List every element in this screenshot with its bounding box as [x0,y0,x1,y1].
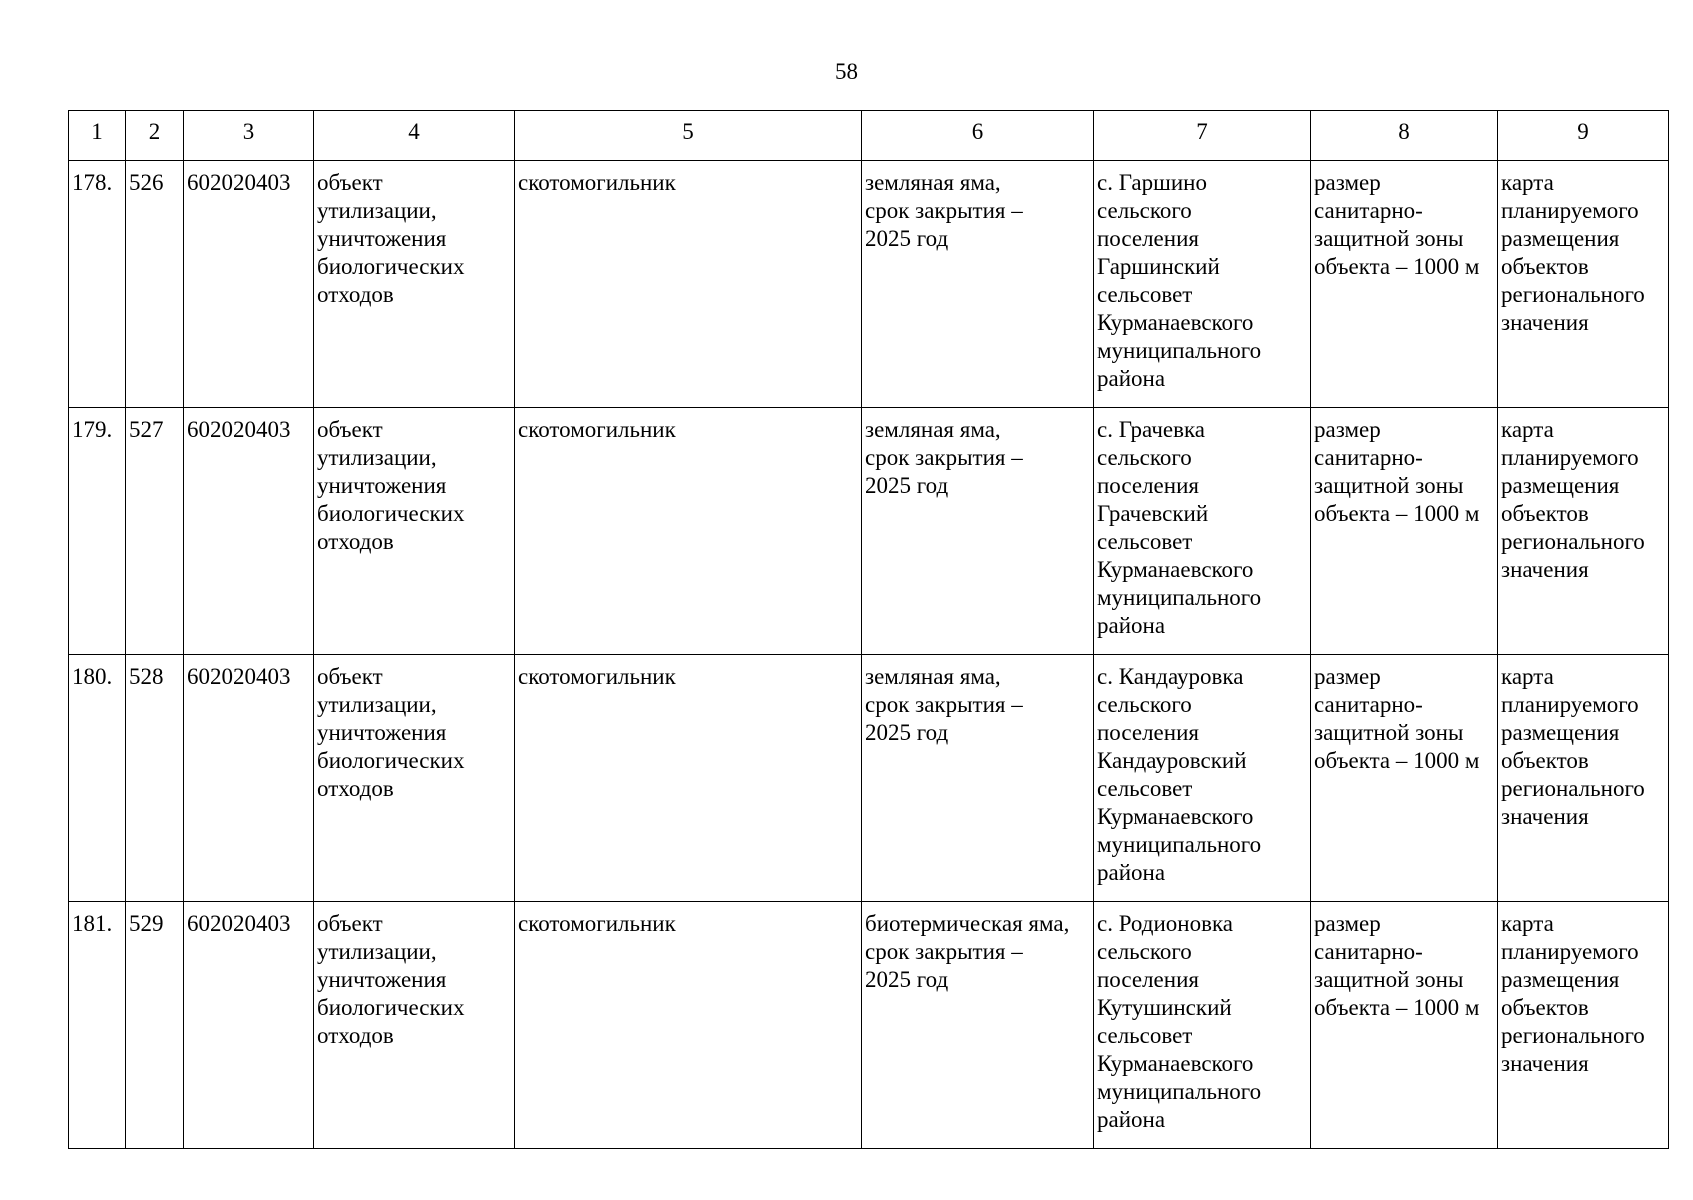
map-reference-cell [1498,408,1669,655]
object-type-cell [314,655,515,902]
cell-line: 2025 год [865,720,949,745]
cell-line: защитной зоны [1314,226,1464,251]
cell-line: планируемого [1501,939,1639,964]
map-reference-cell [1498,161,1669,408]
cell-line: сельсовет [1097,1023,1193,1048]
cell-line: поселения [1097,967,1199,992]
cell-line: Гаршинский [1097,254,1220,279]
location-cell [1094,655,1311,902]
table-row [69,902,1669,1149]
cell-line: Курманаевского [1097,1051,1254,1076]
cell-line: сельского [1097,939,1192,964]
table-row [69,655,1669,902]
cell-line: защитной зоны [1314,720,1464,745]
column-header: 7 [1094,111,1311,161]
cell-line: срок закрытия – [865,692,1023,717]
cell-line: значения [1501,557,1589,582]
cell-line: земляная яма, [865,417,1001,442]
table-row [69,408,1669,655]
cell-line: уничтожения [317,967,447,992]
object-code-cell: 602020403 [184,655,314,902]
cell-line: утилизации, [317,198,437,223]
row-number-cell: 180. [69,655,126,902]
column-header: 9 [1498,111,1669,161]
cell-line: карта [1501,417,1554,442]
cell-line: муниципального [1097,585,1262,610]
cell-line: 2025 год [865,226,949,251]
cell-line: объекта – 1000 м [1314,254,1480,279]
row-number-cell: 178. [69,161,126,408]
cell-line: размер [1314,417,1381,442]
cell-line: планируемого [1501,445,1639,470]
object-code-cell: 602020403 [184,902,314,1149]
cell-line: земляная яма, [865,664,1001,689]
cell-line: биологических [317,254,465,279]
cell-line: Курманаевского [1097,804,1254,829]
column-header: 8 [1311,111,1498,161]
cell-line: сельского [1097,692,1192,717]
column-header: 1 [69,111,126,161]
zone-cell [1311,902,1498,1149]
cell-line: объекта – 1000 м [1314,748,1480,773]
column-header: 5 [515,111,862,161]
cell-line: объекта – 1000 м [1314,501,1480,526]
cell-line: карта [1501,911,1554,936]
cell-line: Кутушинский [1097,995,1232,1020]
object-name-cell [515,161,862,408]
cell-line: поселения [1097,473,1199,498]
table-body [69,161,1669,1149]
cell-line: карта [1501,170,1554,195]
cell-line: санитарно- [1314,939,1423,964]
cell-line: объект [317,170,383,195]
object-type-cell [314,161,515,408]
column-header: 4 [314,111,515,161]
cell-line: срок закрытия – [865,939,1023,964]
cell-line: поселения [1097,226,1199,251]
cell-line: карта [1501,664,1554,689]
cell-line: сельского [1097,198,1192,223]
cell-line: значения [1501,804,1589,829]
cell-line: муниципального [1097,1079,1262,1104]
cell-line: уничтожения [317,720,447,745]
cell-line: отходов [317,1023,394,1048]
location-cell [1094,902,1311,1149]
cell-line: отходов [317,529,394,554]
cell-line: регионального [1501,776,1645,801]
characteristics-cell [862,408,1094,655]
column-header: 6 [862,111,1094,161]
cell-line: сельского [1097,445,1192,470]
cell-line: срок закрытия – [865,198,1023,223]
cell-line: скотомогильник [518,664,676,689]
location-cell [1094,408,1311,655]
cell-line: с. Родионовка [1097,911,1233,936]
object-name-cell [515,655,862,902]
row-id-cell: 527 [126,408,184,655]
cell-line: объектов [1501,254,1589,279]
map-reference-cell [1498,655,1669,902]
cell-line: поселения [1097,720,1199,745]
cell-line: утилизации, [317,939,437,964]
cell-line: объект [317,664,383,689]
cell-line: размер [1314,170,1381,195]
cell-line: размер [1314,911,1381,936]
cell-line: объект [317,417,383,442]
cell-line: утилизации, [317,445,437,470]
cell-line: сельсовет [1097,776,1193,801]
cell-line: размещения [1501,473,1620,498]
cell-line: санитарно- [1314,445,1423,470]
column-header: 2 [126,111,184,161]
page-number: 58 [835,59,858,84]
objects-table [68,110,1669,1149]
object-code-cell: 602020403 [184,408,314,655]
cell-line: скотомогильник [518,417,676,442]
cell-line: объектов [1501,501,1589,526]
cell-line: биотермическая яма, [865,911,1070,936]
cell-line: муниципального [1097,832,1262,857]
cell-line: биологических [317,501,465,526]
zone-cell [1311,408,1498,655]
cell-line: утилизации, [317,692,437,717]
cell-line: размещения [1501,720,1620,745]
cell-line: размещения [1501,967,1620,992]
column-header: 3 [184,111,314,161]
object-name-cell [515,408,862,655]
characteristics-cell [862,655,1094,902]
cell-line: планируемого [1501,198,1639,223]
cell-line: объектов [1501,995,1589,1020]
zone-cell [1311,161,1498,408]
cell-line: защитной зоны [1314,967,1464,992]
row-id-cell: 526 [126,161,184,408]
zone-cell [1311,655,1498,902]
location-cell [1094,161,1311,408]
cell-line: регионального [1501,529,1645,554]
cell-line: с. Грачевка [1097,417,1206,442]
cell-line: района [1097,1107,1166,1132]
characteristics-cell [862,161,1094,408]
cell-line: Курманаевского [1097,310,1254,335]
cell-line: Грачевский [1097,501,1209,526]
cell-line: отходов [317,282,394,307]
cell-line: скотомогильник [518,911,676,936]
cell-line: регионального [1501,1023,1645,1048]
cell-line: Курманаевского [1097,557,1254,582]
table-row [69,161,1669,408]
cell-line: объекта – 1000 м [1314,995,1480,1020]
object-type-cell [314,902,515,1149]
row-number-cell: 179. [69,408,126,655]
row-id-cell: 528 [126,655,184,902]
cell-line: района [1097,366,1166,391]
cell-line: объект [317,911,383,936]
cell-line: 2025 год [865,473,949,498]
cell-line: района [1097,613,1166,638]
cell-line: значения [1501,310,1589,335]
cell-line: значения [1501,1051,1589,1076]
cell-line: района [1097,860,1166,885]
cell-line: биологических [317,748,465,773]
cell-line: санитарно- [1314,692,1423,717]
cell-line: срок закрытия – [865,445,1023,470]
cell-line: размер [1314,664,1381,689]
map-reference-cell [1498,902,1669,1149]
characteristics-cell [862,902,1094,1149]
cell-line: объектов [1501,748,1589,773]
object-type-cell [314,408,515,655]
cell-line: 2025 год [865,967,949,992]
header-row [69,111,1669,161]
row-id-cell: 529 [126,902,184,1149]
object-name-cell [515,902,862,1149]
cell-line: уничтожения [317,473,447,498]
object-code-cell: 602020403 [184,161,314,408]
cell-line: защитной зоны [1314,473,1464,498]
cell-line: с. Кандауровка [1097,664,1244,689]
cell-line: сельсовет [1097,282,1193,307]
cell-line: муниципального [1097,338,1262,363]
cell-line: сельсовет [1097,529,1193,554]
cell-line: регионального [1501,282,1645,307]
cell-line: с. Гаршино [1097,170,1207,195]
cell-line: земляная яма, [865,170,1001,195]
row-number-cell: 181. [69,902,126,1149]
cell-line: уничтожения [317,226,447,251]
cell-line: санитарно- [1314,198,1423,223]
cell-line: скотомогильник [518,170,676,195]
cell-line: планируемого [1501,692,1639,717]
cell-line: отходов [317,776,394,801]
cell-line: размещения [1501,226,1620,251]
cell-line: биологических [317,995,465,1020]
cell-line: Кандауровский [1097,748,1247,773]
